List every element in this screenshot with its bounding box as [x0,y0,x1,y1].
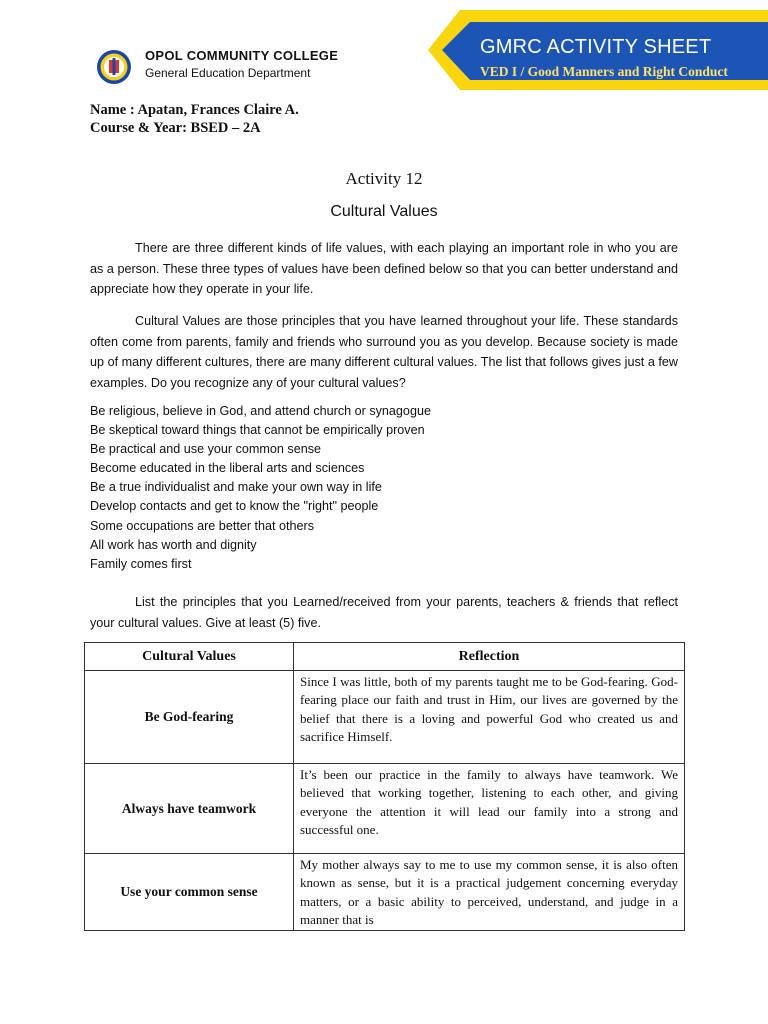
list-item: Some occupations are better that others [90,518,315,533]
list-item: Be religious, believe in God, and attend church or synagogue [90,404,431,418]
activity-title: Cultural Values [330,203,438,220]
table-row [85,764,685,854]
cultural-value-cell: Always have teamwork [85,764,294,854]
definition-paragraph: Cultural Values are those principles that you have learned throughout your life. These standards often come from parents, family and friends who surround you as you develop. Because society is made up of many different cultures, there are many different cultural values. The list that follows gives just a few examples. Do you recognize any of your cultural values? [90,314,678,390]
reflection-cell: My mother always say to me to use my common sense, it is also often known as sense, but it is a practical judgement concerning everyday matters, or a basic ability to perceived, understand, and judge in a manner that is [300,857,678,927]
banner-title: GMRC ACTIVITY SHEET [480,36,712,58]
instruction-paragraph: List the principles that you Learned/received from your parents, teachers & friends that reflect your cultural values. Give at least (5) five. [90,595,678,630]
college-seal-icon [96,49,132,85]
cultural-value-cell: Use your common sense [85,854,294,931]
column-header-values: Cultural Values [85,643,294,671]
course-year: Course & Year: BSED – 2A [90,120,261,136]
table-header-row [85,643,685,671]
reflection-cell: It’s been our practice in the family to always have teamwork. We believed that working together, listening to each other, and giving everyone the attention it will lead our family into a strong and successful one. [294,764,685,854]
table-row [85,854,685,931]
list-item: Become educated in the liberal arts and sciences [90,461,365,476]
list-item: Be a true individualist and make your own way in life [90,480,382,495]
reflection-cell-wrapper [294,854,685,931]
values-list [90,402,431,574]
activity-number: Activity 12 [345,169,423,188]
banner-subtitle: VED I / Good Manners and Right Conduct [480,64,728,79]
reflection-table [84,642,685,931]
activity-sheet-banner [420,0,768,100]
intro-paragraph: There are three different kinds of life values, with each playing an important role in who you are as a person. These three types of values have been defined below so that you can better understand and appreciate how they operate in your life. [90,241,678,296]
cultural-value-cell: Be God-fearing [85,671,294,764]
column-header-reflection: Reflection [294,643,685,671]
table-row [85,671,685,764]
list-item: All work has worth and dignity [90,537,257,552]
student-name: Name : Apatan, Frances Claire A. [90,102,299,118]
list-item: Develop contacts and get to know the "right" people [90,499,379,514]
list-item: Be skeptical toward things that cannot be empirically proven [90,423,425,438]
reflection-cell: Since I was little, both of my parents taught me to be God-fearing. God-fearing place our faith and trust in Him, our lives are governed by the belief that there is a loving and powerful God who created us and sacrifice Himself. [294,671,685,764]
college-name: OPOL COMMUNITY COLLEGE [145,48,339,63]
list-item: Be practical and use your common sense [90,442,322,457]
college-header [145,48,338,80]
student-info [90,101,299,137]
list-item: Family comes first [90,556,192,571]
department-name: General Education Department [145,66,311,80]
